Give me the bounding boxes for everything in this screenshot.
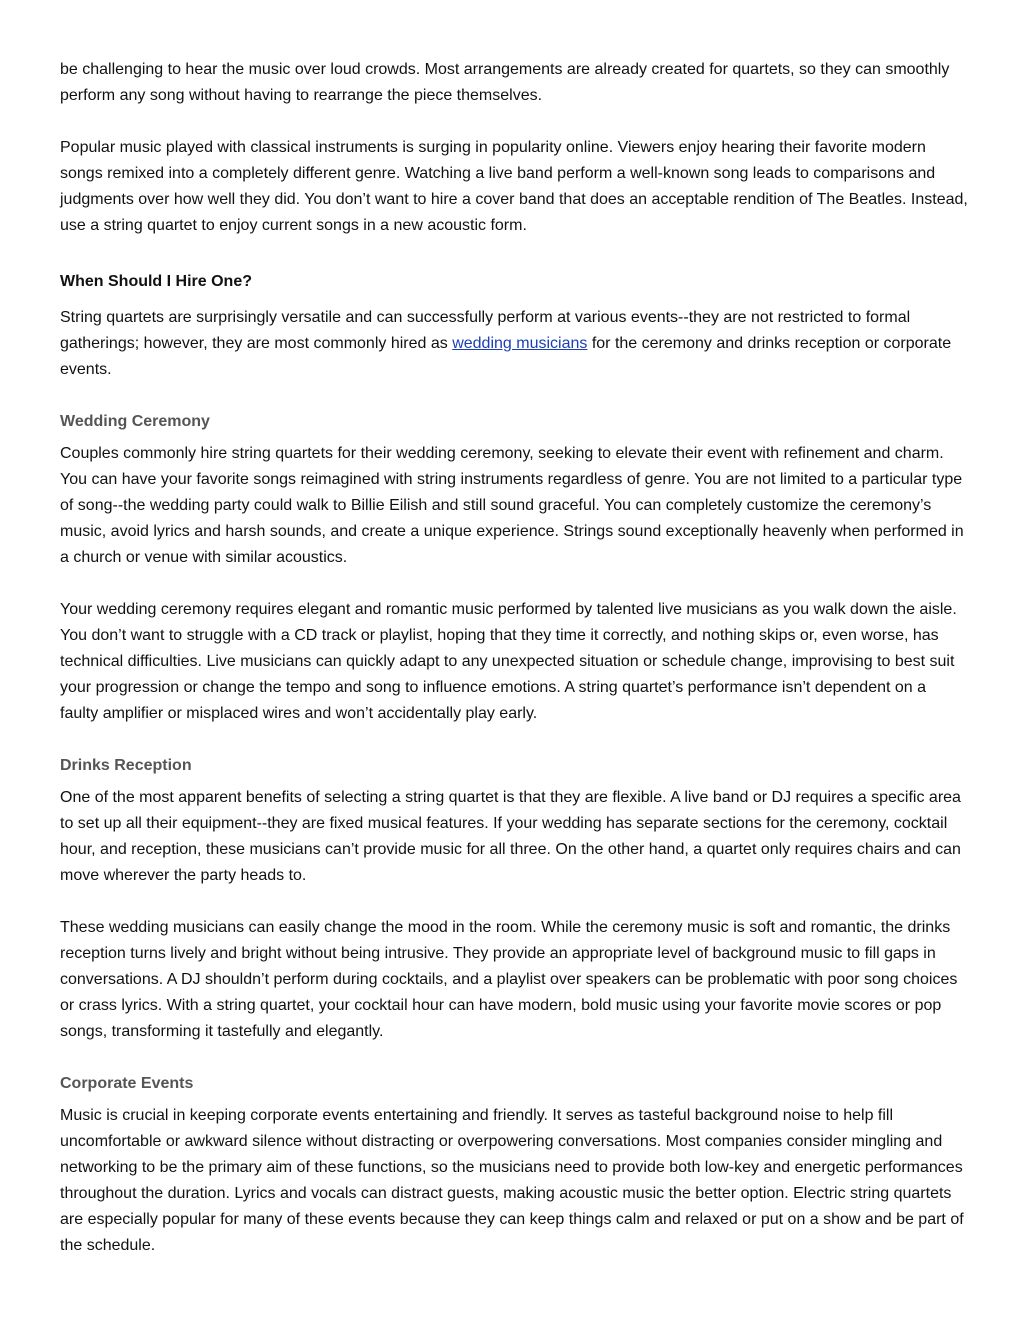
intro-paragraph-continued: be challenging to hear the music over loud crowds. Most arrangements are already created for quartets, so they can smoothly perform any song without having to rearrange the piece themselves. — [60, 61, 950, 104]
hire-intro-text-before: String quartets are surprisingly versatile and can successfully perform at various events--they are not restricted to formal gatherings; however, they are most commonly hired as — [60, 309, 911, 352]
hire-intro-paragraph — [60, 305, 968, 383]
heading-when-to-hire: When Should I Hire One? — [60, 273, 252, 290]
heading-corporate-events: Corporate Events — [60, 1075, 194, 1092]
popular-music-paragraph: Popular music played with classical instruments is surging in popularity online. Viewers enjoy hearing their favorite modern songs remixed into a completely different genre. Watching a live band perform a well-known song leads to comparisons and judgments over how well they did. You don’t want to hire a cover band that does an acceptable rendition of The Beatles. Instead, use a string quartet to enjoy current songs in a new acoustic form. — [60, 139, 968, 234]
hire-intro-text-after: for the ceremony and drinks reception or corporate events. — [60, 335, 952, 378]
drinks-paragraph-1: One of the most apparent benefits of selecting a string quartet is that they are flexible. A live band or DJ requires a specific area to set up all their equipment--they are fixed musical features. If your wedding has separate sections for the ceremony, cocktail hour, and reception, these musicians can’t provide music for all three. On the other hand, a quartet only requires chairs and can move wherever the party heads to. — [60, 789, 961, 884]
ceremony-paragraph-2: Your wedding ceremony requires elegant and romantic music performed by talented live musicians as you walk down the aisle. You don’t want to struggle with a CD track or playlist, hoping that they time it correctly, and nothing skips or, even worse, has technical difficulties. Live musicians can quickly adapt to any unexpected situation or schedule change, improvising to best suit your progression or change the tempo and song to influence emotions. A string quartet’s performance isn’t dependent on a faulty amplifier or misplaced wires and won’t accidentally play early. — [60, 601, 957, 722]
corporate-paragraph-1: Music is crucial in keeping corporate events entertaining and friendly. It serves as tasteful background noise to help fill uncomfortable or awkward silence without distracting or overpowering conversations. Most companies consider mingling and networking to be the primary aim of these functions, so the musicians need to provide both low-key and energetic performances throughout the duration. Lyrics and vocals can distract guests, making acoustic music the better option. Electric string quartets are especially popular for many of these events because they can keep things calm and relaxed or put on a show and be part of the schedule. — [60, 1107, 964, 1254]
wedding-musicians-link[interactable]: wedding musicians — [452, 335, 588, 352]
drinks-paragraph-2: These wedding musicians can easily change the mood in the room. While the ceremony music is soft and romantic, the drinks reception turns lively and bright without being intrusive. They provide an appropriate level of background music to fill gaps in conversations. A DJ shouldn’t perform during cocktails, and a playlist over speakers can be problematic with poor song choices or crass lyrics. With a string quartet, your cocktail hour can have modern, bold music using your favorite movie scores or pop songs, transforming it tastefully and elegantly. — [60, 919, 958, 1040]
document-page — [60, 57, 968, 1259]
heading-drinks-reception: Drinks Reception — [60, 757, 192, 774]
heading-wedding-ceremony: Wedding Ceremony — [60, 413, 210, 430]
ceremony-paragraph-1: Couples commonly hire string quartets for their wedding ceremony, seeking to elevate their event with refinement and charm. You can have your favorite songs reimagined with string instruments regardless of genre. You are not limited to a particular type of song--the wedding party could walk to Billie Eilish and still sound graceful. You can completely customize the ceremony’s music, avoid lyrics and harsh sounds, and create a unique experience. Strings sound exceptionally heavenly when performed in a church or venue with similar acoustics. — [60, 445, 964, 566]
